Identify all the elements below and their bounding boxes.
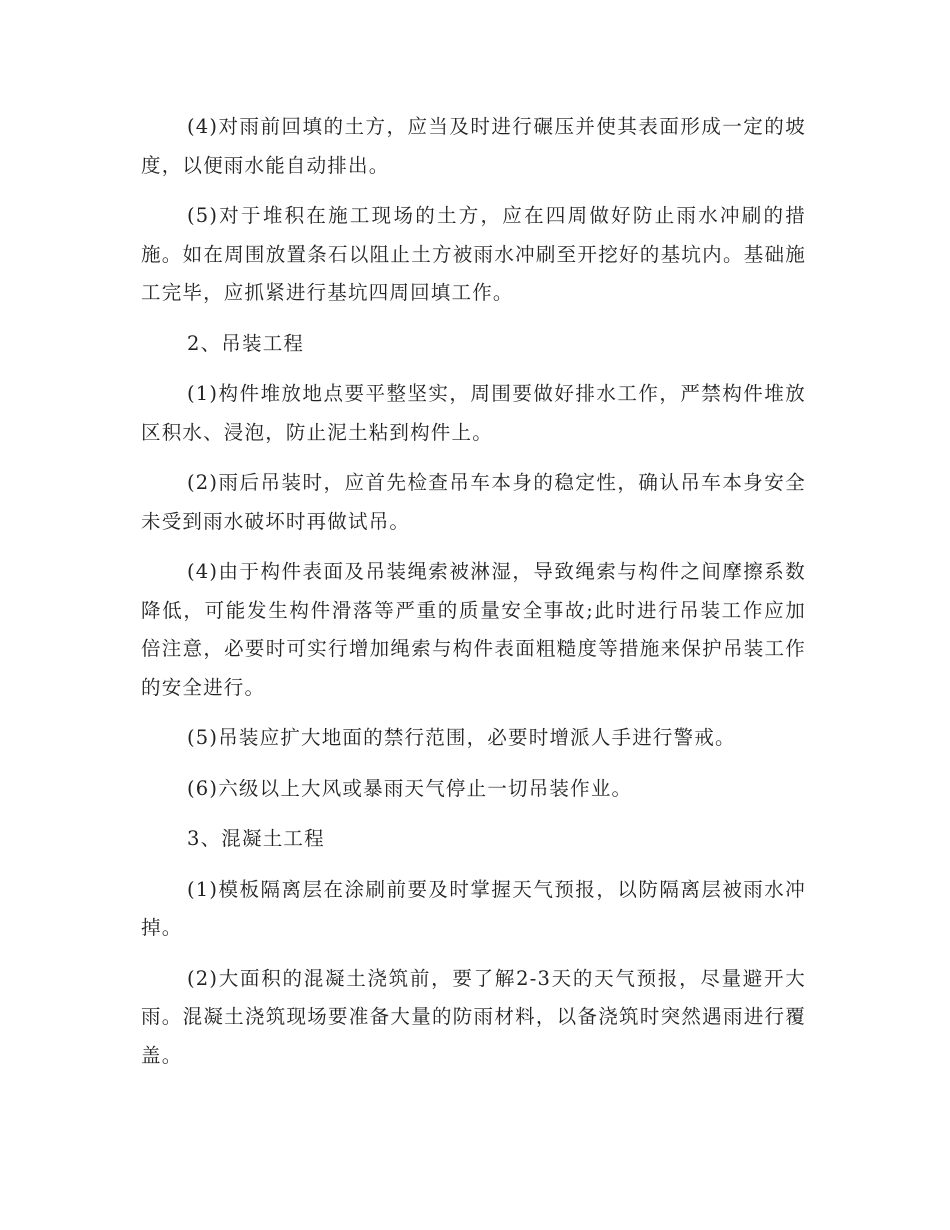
section-heading-concrete: 3、混凝土工程 [187, 827, 325, 850]
paragraph-wet-rope-friction: (4)由于构件表面及吊装绳索被淋湿，导致绳索与构件之间摩擦系数降低，可能发生构件滑落等严重的质量安全事故;此时进行吊装工作应加倍注意，必要时可实行增加绳索与构件表面粗糙度等措施来保护吊装工作的安全进行。 [141, 560, 806, 699]
paragraph-wind-stop: (6)六级以上大风或暴雨天气停止一切吊装作业。 [187, 776, 633, 800]
paragraph-backfill-slope: (4)对雨前回填的土方，应当及时进行碾压并使其表面形成一定的坡度，以便雨水能自动排出。 [141, 115, 806, 177]
paragraph-crane-check: (2)雨后吊装时，应首先检查吊车本身的稳定性，确认吊车本身安全未受到雨水破坏时再做试吊。 [141, 471, 806, 533]
section-heading-hoisting: 2、吊装工程 [187, 331, 305, 355]
paragraph-formwork-release: (1)模板隔离层在涂刷前要及时掌握天气预报，以防隔离层被雨水冲掉。 [141, 877, 806, 939]
document-body [141, 108, 806, 1075]
paragraph-component-storage: (1)构件堆放地点要平整坚实，周围要做好排水工作，严禁构件堆放区积水、浸泡，防止泥土粘到构件上。 [141, 382, 806, 444]
paragraph-restricted-area: (5)吊装应扩大地面的禁行范围，必要时增派人手进行警戒。 [187, 726, 736, 749]
paragraph-concrete-pouring: (2)大面积的混凝土浇筑前，要了解2-3天的天气预报，尽量避开大雨。混凝土浇筑现场要准备大量的防雨材料，以备浇筑时突然遇雨进行覆盖。 [141, 966, 806, 1067]
paragraph-soil-pile-protection: (5)对于堆积在施工现场的土方，应在四周做好防止雨水冲刷的措施。如在周围放置条石以阻止土方被雨水冲刷至开挖好的基坑内。基础施工完毕，应抓紧进行基坑四周回填工作。 [141, 204, 806, 304]
